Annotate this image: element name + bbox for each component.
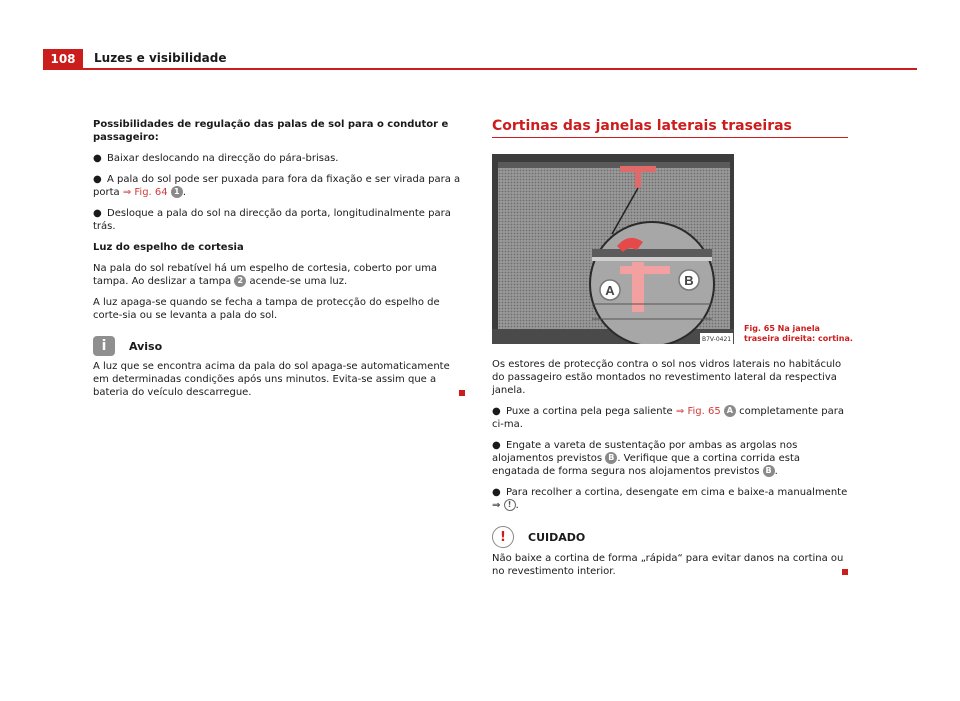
figure-caption: Fig. 65 Na janela traseira direita: cortina. — [744, 324, 853, 343]
list-item: ● Engate a vareta de sustentação por ambas as argolas nos alojamentos previstos B . Verifique que a cortina corrida esta engatada de forma segura nos alojamentos previstos B . — [492, 440, 801, 477]
paragraph: Os estores de protecção contra o sol nos vidros laterais no habitáculo do passageiro estão montados no revestimento lateral da respectiva janela. — [492, 359, 842, 396]
list-item: ● Baixar deslocando na direcção do pára-brisas. — [93, 153, 339, 164]
end-marker — [842, 569, 848, 575]
paragraph: A luz apaga-se quando se fecha a tampa de protecção do espelho de corte-sia ou se levanta a pala do sol. — [93, 297, 440, 321]
figure-link[interactable]: ⇒ Fig. 65 — [675, 406, 721, 417]
end-marker — [459, 390, 465, 396]
note-title: Aviso — [129, 339, 163, 353]
figure-link[interactable]: ⇒ Fig. 64 — [122, 187, 168, 198]
callout-badge: 1 — [171, 186, 183, 198]
subheading: Luz do espelho de cortesia — [93, 242, 244, 253]
caution-ref-icon: ! — [504, 499, 516, 511]
note-text: A luz que se encontra acima da pala do sol apaga-se automaticamente em determinadas condições após uns minutos. Evita-se assim que a bateria do veículo descarregue. — [93, 360, 465, 399]
figure-label-b: B — [684, 273, 694, 288]
caution-text: Não baixe a cortina de forma „rápida“ para evitar danos na cortina ou no revestimento interior. — [492, 552, 848, 578]
callout-badge: A — [724, 405, 736, 417]
callout-badge: 2 — [234, 275, 246, 287]
note-header — [93, 336, 465, 356]
caution-header — [492, 526, 848, 548]
page-number: 108 — [43, 49, 83, 69]
callout-badge: B — [605, 452, 617, 464]
section-title: Cortinas das janelas laterais traseiras — [492, 118, 792, 134]
paragraph: Na pala do sol rebatível há um espelho de cortesia, coberto por uma tampa. Ao deslizar a tampa 2 acende-se uma luz. — [93, 263, 438, 287]
figure — [492, 154, 853, 344]
intro-text: Possibilidades de regulação das palas de sol para o condutor e passageiro: — [93, 119, 449, 143]
callout-badge: B — [763, 465, 775, 477]
figure-code: B7V-0421 — [700, 333, 733, 346]
list-item: ● Para recolher a cortina, desengate em cima e baixe-a manualmente ⇒ ! . — [492, 487, 848, 511]
header-rule — [43, 68, 917, 70]
right-column — [492, 118, 853, 586]
list-item: ● Desloque a pala do sol na direcção da porta, longitudinalmente para trás. — [93, 208, 451, 232]
list-item: ● Puxe a cortina pela pega saliente ⇒ Fig. 65 A completamente para ci-ma. — [492, 406, 844, 430]
warning-icon: ! — [492, 526, 514, 548]
caution-title: CUIDADO — [528, 530, 586, 544]
list-item: ● A pala do sol pode ser puxada para fora da fixação e ser virada para a porta ⇒ Fig. 64 1 . — [93, 174, 461, 198]
sunshade-figure — [492, 154, 734, 344]
section-rule — [492, 137, 848, 138]
left-column — [93, 118, 465, 407]
chapter-title: Luzes e visibilidade — [94, 51, 227, 65]
info-icon: i — [93, 336, 115, 356]
figure-label-a: A — [605, 283, 615, 298]
